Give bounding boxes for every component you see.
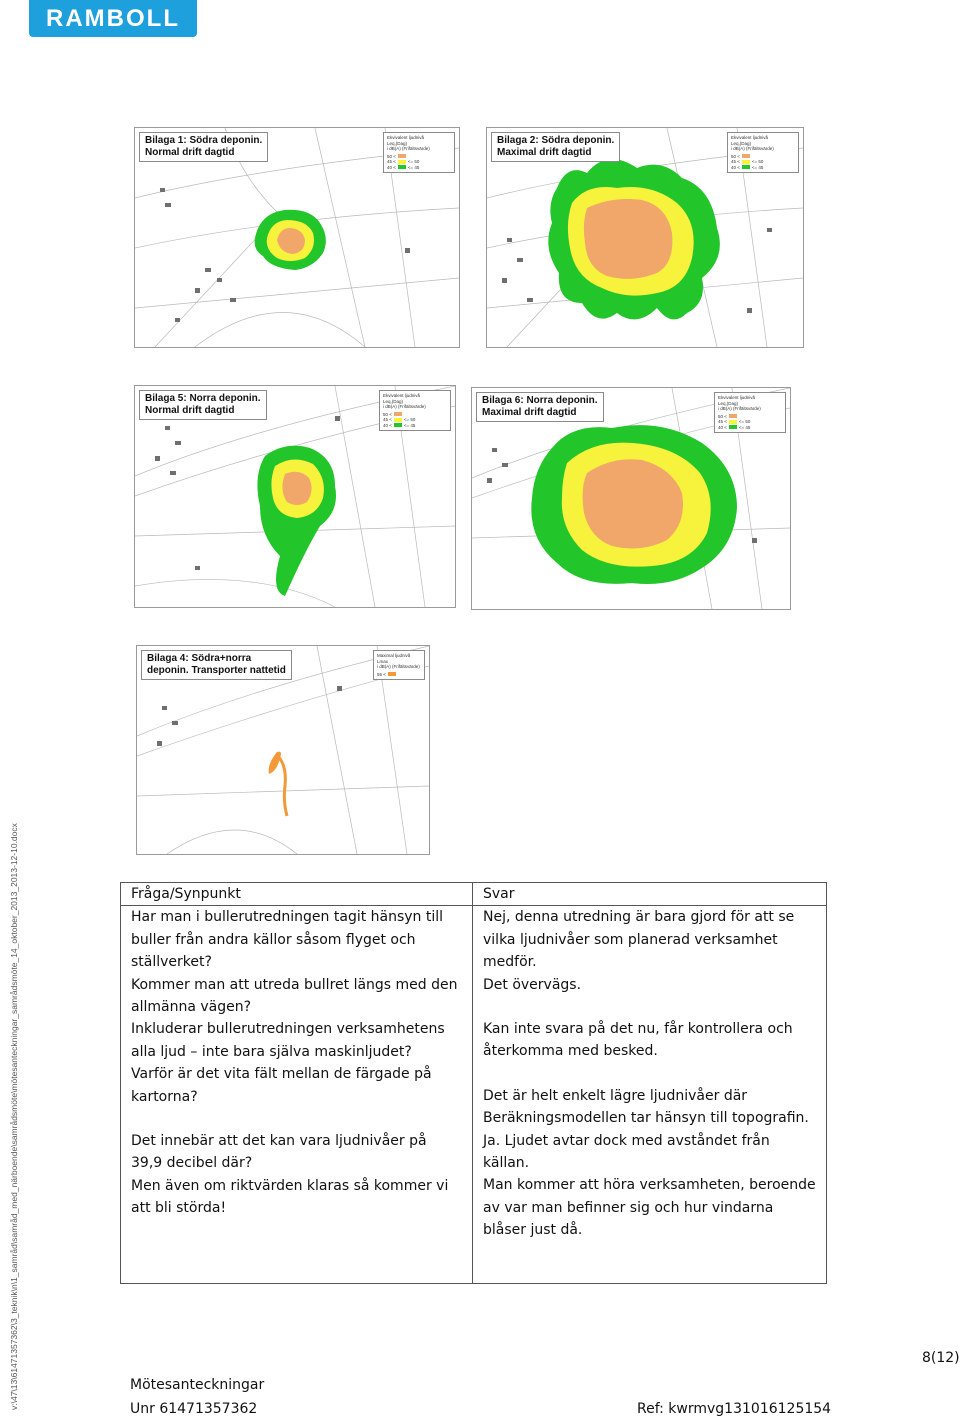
map-legend: [379, 390, 451, 431]
legend-label: 50 <: [383, 411, 392, 417]
legend-swatch: [388, 672, 396, 676]
legend-range: <= 50: [751, 159, 764, 164]
noise-map-bilaga-6: [471, 387, 791, 610]
legend-swatch: [729, 420, 737, 424]
unr-number: Unr 61471357362: [130, 1401, 258, 1417]
answer-item: Nej, denna utredning är bara gjord för att se vilka ljudnivåer som planerad verksamhet medför.: [483, 909, 795, 971]
legend-row: [387, 165, 451, 171]
question-item: Varför är det vita fält mellan de färgade på kartorna?: [131, 1066, 432, 1105]
map-legend: [714, 392, 786, 433]
answer-item: Kan inte svara på det nu, får kontrollera och återkomma med besked.: [483, 1021, 793, 1060]
map-title: Bilaga 5: Norra deponin. Normal drift dagtid: [139, 390, 267, 420]
header-answer: Svar: [473, 883, 827, 906]
question-item: Inkluderar bullerutredningen verksamhetens alla ljud – inte bara själva maskinljudet?: [131, 1021, 445, 1060]
map-legend: [727, 132, 799, 173]
document-type: Mötesanteckningar: [130, 1377, 265, 1393]
noise-map-bilaga-4: [136, 645, 430, 855]
legend-title: Ekvivalent ljudnivå Leq,(Dag) i dB(A) (Frifältsvärde): [731, 135, 774, 151]
legend-swatch: [398, 160, 406, 164]
map-title: Bilaga 6: Norra deponin. Maximal drift dagtid: [476, 392, 604, 422]
legend-title: Maximal ljudnivå Lmax i dB(A) (Frifältsvärde): [377, 653, 420, 669]
ramboll-logo: RAMBOLL: [29, 0, 197, 37]
qa-table: [120, 882, 827, 1284]
reference-number: Ref: kwrmvg131016125154: [637, 1401, 832, 1417]
legend-range: <= 45: [738, 424, 751, 430]
legend-label: 50 <: [731, 153, 740, 159]
map-legend: [383, 132, 455, 173]
legend-range: <= 45: [407, 164, 420, 170]
legend-swatch: [398, 154, 406, 158]
legend-range: <= 50: [403, 417, 416, 422]
legend-label: 50 <: [387, 153, 396, 159]
page-number: 8(12): [922, 1350, 960, 1366]
legend-swatch: [394, 418, 402, 422]
question-item: Kommer man att utreda bullret längs med den allmänna vägen?: [131, 976, 458, 1016]
legend-label: 45 <: [731, 159, 740, 164]
legend-swatch: [742, 160, 750, 164]
noise-map-bilaga-5: [134, 385, 456, 608]
legend-swatch: [398, 165, 406, 169]
legend-label: 40 <: [383, 422, 392, 428]
question-item: Men även om riktvärden klaras så kommer vi att bli störda!: [131, 1177, 449, 1217]
legend-row: [731, 165, 795, 171]
answer-item: Man kommer att höra verksamheten, beroende av var man befinner sig och hur vindarna blåser just då.: [483, 1177, 816, 1239]
legend-row: [377, 672, 421, 678]
map-title: Bilaga 2: Södra deponin. Maximal drift dagtid: [491, 132, 620, 162]
legend-row: [718, 425, 782, 431]
legend-title: Ekvivalent ljudnivå Leq,(Dag) i dB(A) (Frifältsvärde): [718, 395, 761, 411]
questions-cell: [121, 906, 473, 1284]
legend-label: 50 <: [718, 413, 727, 419]
map-title: Bilaga 1: Södra deponin. Normal drift dagtid: [139, 132, 268, 162]
legend-range: <= 45: [751, 164, 764, 170]
legend-row: [383, 423, 447, 429]
answers-cell: [473, 906, 827, 1284]
map-legend: [373, 650, 425, 680]
question-item: Det innebär att det kan vara ljudnivåer på 39,9 decibel där?: [131, 1133, 427, 1172]
answer-item: Ja. Ljudet avtar dock med avståndet från källan.: [483, 1132, 770, 1172]
question-item: Har man i bullerutredningen tagit hänsyn till buller från andra källor såsom flyget och ställverket?: [131, 909, 444, 971]
legend-swatch: [394, 423, 402, 427]
legend-title: Ekvivalent ljudnivå Leq,(Dag) i dB(A) (Frifältsvärde): [387, 135, 430, 151]
file-path-sidebar: v:\47\13\61471357362\3_teknik\n\1_samråd\samråd_med_närboende\samrådsmöte\mötesanteckningar_samrådsmöte_14_oktober_2013_2013-12-10.docx: [9, 823, 19, 1410]
legend-title: Ekvivalent ljudnivå Leq,(Dag) i dB(A) (Frifältsvärde): [383, 393, 426, 409]
legend-range: <= 45: [403, 422, 416, 428]
noise-map-bilaga-2: [486, 127, 804, 348]
legend-label: 40 <: [718, 424, 727, 430]
legend-label: 45 <: [387, 159, 396, 164]
legend-label: 45 <: [383, 417, 392, 422]
legend-swatch: [742, 165, 750, 169]
table-row: [121, 906, 827, 1284]
legend-swatch: [394, 412, 402, 416]
answer-item: Det är helt enkelt lägre ljudnivåer där Beräkningsmodellen tar hänsyn till topografin.: [483, 1087, 809, 1127]
legend-swatch: [729, 414, 737, 418]
answer-item: Det övervägs.: [483, 976, 582, 993]
legend-range: <= 50: [738, 419, 751, 424]
header-question: Fråga/Synpunkt: [121, 883, 473, 906]
legend-label: 40 <: [387, 164, 396, 170]
legend-label: 40 <: [731, 164, 740, 170]
legend-range: <= 50: [407, 159, 420, 164]
noise-map-bilaga-1: [134, 127, 460, 348]
legend-label: 55 <: [377, 671, 386, 677]
map-title: Bilaga 4: Södra+norra deponin. Transporter nattetid: [141, 650, 292, 680]
legend-swatch: [729, 425, 737, 429]
legend-label: 45 <: [718, 419, 727, 424]
legend-swatch: [742, 154, 750, 158]
table-header-row: [121, 883, 827, 906]
